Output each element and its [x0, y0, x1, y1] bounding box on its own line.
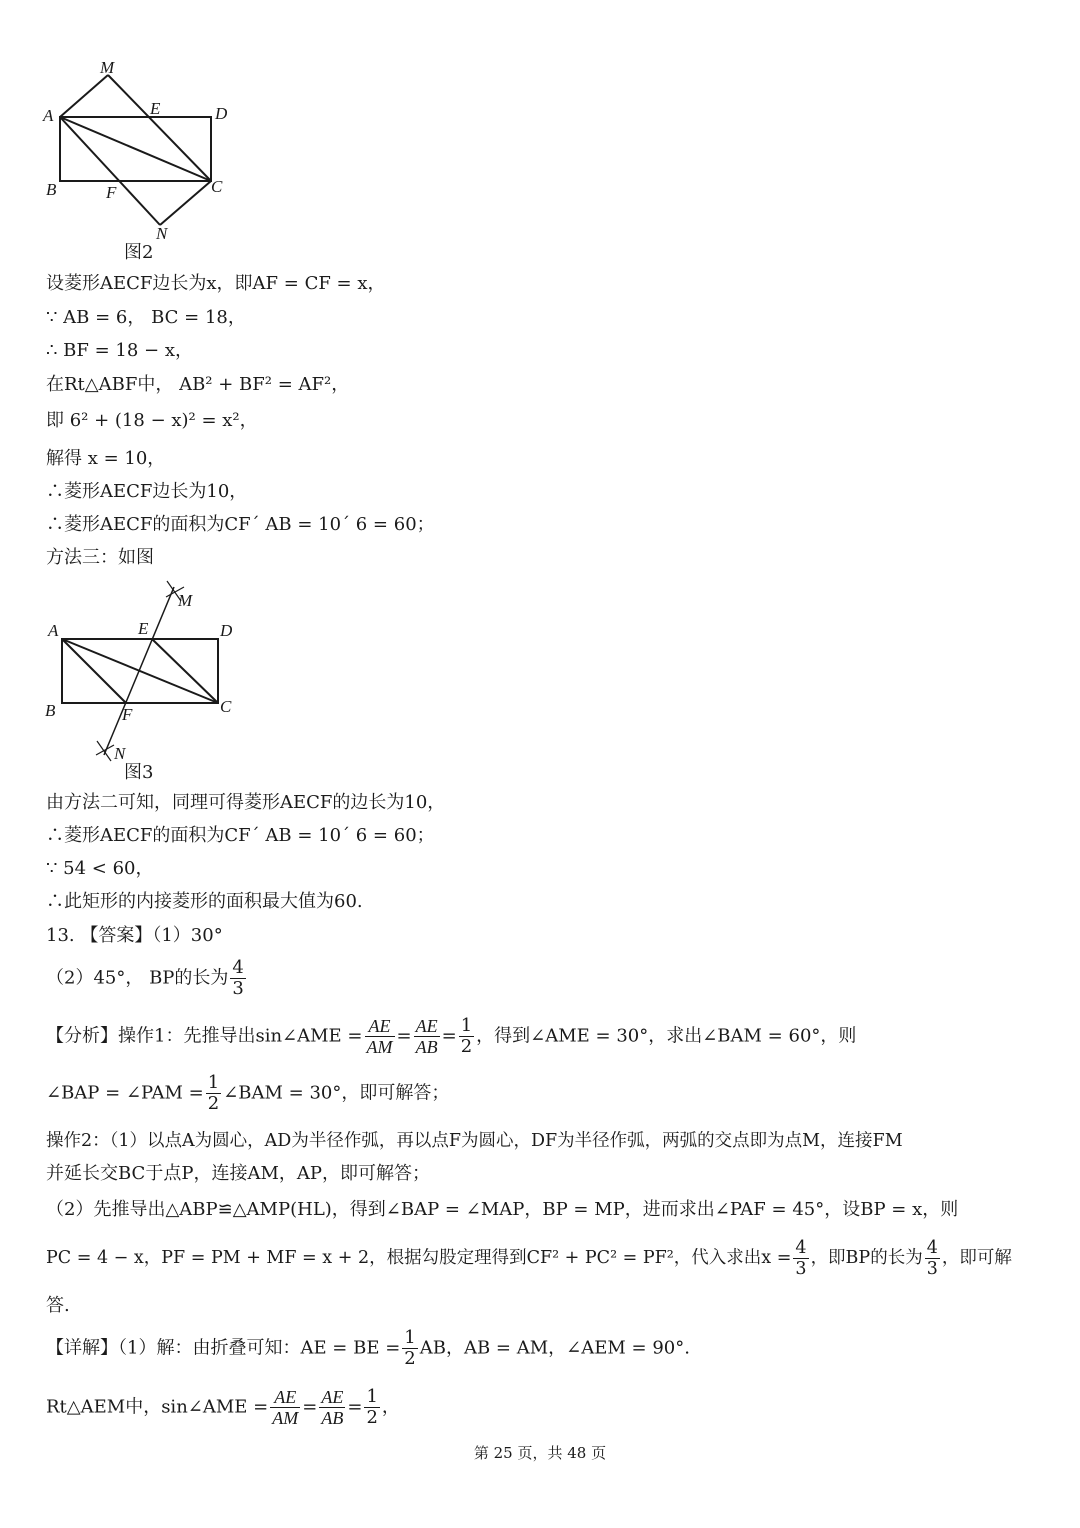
- figure-3-caption: 图3: [124, 762, 154, 783]
- detail-line-1: 【详解】（1）解：由折叠可知：AE = BE = $\frac{1}{2}$ AB，AB = AM，∠AEM = 90°.: [46, 1327, 690, 1369]
- label-d: D: [220, 621, 233, 640]
- segment-mc: [108, 75, 211, 181]
- page-footer: 第 25 页，共 48 页: [473, 1444, 607, 1462]
- fraction-4-3: $\frac{4}{3}$: [795, 1238, 807, 1279]
- segment-af: [62, 639, 126, 703]
- label-b: B: [45, 701, 56, 720]
- label-n: N: [114, 744, 126, 763]
- label-m: M: [178, 591, 193, 610]
- fraction-ae-am: $\frac{AE}{AM}$: [272, 1387, 299, 1428]
- text-line-4: 在Rt△ABF中， AB² + BF² = AF²，: [46, 374, 350, 395]
- label-c: C: [220, 697, 232, 716]
- detail-line-2: Rt△AEM中，sin∠AME = $\frac{AE}{AM}$ = $\frac{AE}{AB}$ = $\frac{1}{2}$ ，: [46, 1386, 400, 1428]
- analysis-line-6: PC = 4 − x，PF = PM + MF = x + 2，根据勾股定理得到CF² + PC² = PF²，代入求出x = $\frac{4}{3}$ ，即BP的长为 $\frac{4}{3}$ ，即可解: [46, 1238, 1012, 1279]
- fraction-1-2: $\frac{1}{2}$: [366, 1386, 378, 1428]
- label-a: A: [48, 621, 59, 640]
- fraction-4-3: $\frac{4}{3}$: [232, 957, 244, 999]
- text-line-8: ∴菱形AECF的面积为CF´ AB = 10´ 6 = 60；: [46, 514, 435, 535]
- text-line-6: 解得 x = 10，: [46, 448, 166, 469]
- text-line-1: 设菱形AECF边长为x，即AF = CF = x，: [46, 273, 386, 294]
- label-c: C: [211, 177, 223, 196]
- fraction-1-2: $\frac{1}{2}$: [207, 1072, 220, 1114]
- fraction-ae-ab: $\frac{AE}{AB}$: [321, 1387, 344, 1428]
- fraction-4-3: $\frac{4}{3}$: [926, 1238, 938, 1279]
- answer-line: 13. 【答案】（1）30°: [46, 925, 223, 946]
- segment-ec: [152, 639, 218, 703]
- label-n: N: [156, 224, 168, 243]
- text-line-12: ∵ 54 < 60，: [46, 858, 154, 879]
- label-d: D: [215, 104, 228, 123]
- answer-2-text: （2）45°， BP的长为: [46, 967, 229, 989]
- label-e: E: [138, 619, 149, 638]
- figure-2-caption: 图2: [124, 242, 154, 263]
- text-line-3: ∴ BF = 18 − x，: [46, 340, 193, 361]
- fraction-ae-ab: $\frac{AE}{AB}$: [415, 1016, 438, 1057]
- fraction-ae-am: $\frac{AE}{AM}$: [366, 1016, 393, 1057]
- text-line-5: 即 6² + (18 − x)² = x²，: [46, 410, 258, 431]
- text-line-2: ∵ AB = 6， BC = 18，: [46, 307, 246, 328]
- label-f: F: [106, 183, 117, 202]
- answer-line-2: [46, 958, 248, 999]
- analysis-line-2: ∠BAP = ∠PAM = $\frac{1}{2}$ ∠BAM = 30°，即可解答；: [46, 1072, 450, 1114]
- text-line-11: ∴菱形AECF的面积为CF´ AB = 10´ 6 = 60；: [46, 825, 435, 846]
- label-m: M: [100, 58, 115, 77]
- fraction-1-2: $\frac{1}{2}$: [460, 1015, 473, 1057]
- segment-nc: [160, 181, 211, 225]
- perpendicular-bisector-mn: [104, 587, 174, 755]
- label-b: B: [46, 180, 57, 199]
- analysis-line-1: 【分析】操作1：先推导出sin∠AME = $\frac{AE}{AM}$ = $\frac{AE}{AB}$ = $\frac{1}{2}$ ，得到∠AME = 30°，求出∠BAM = 60°，则: [46, 1015, 857, 1057]
- analysis-line-7: 答.: [46, 1295, 70, 1316]
- analysis-line-4: 并延长交BC于点P，连接AM，AP，即可解答；: [46, 1163, 430, 1184]
- analysis-line-3: 操作2：（1）以点A为圆心，AD为半径作弧，再以点F为圆心，DF为半径作弧，两弧的交点即为点M，连接FM: [46, 1131, 903, 1151]
- figure-3-diagram: [40, 575, 260, 775]
- fraction-1-2: $\frac{1}{2}$: [404, 1327, 416, 1369]
- label-e: E: [150, 99, 161, 118]
- text-line-7: ∴菱形AECF边长为10，: [46, 481, 248, 502]
- analysis-line-5: （2）先推导出△ABP≌△AMP(HL)，得到∠BAP = ∠MAP，BP = MP，进而求出∠PAF = 45°，设BP = x，则: [46, 1199, 959, 1220]
- text-line-10: 由方法二可知，同理可得菱形AECF的边长为10，: [46, 792, 446, 813]
- figure-2-diagram: [40, 55, 260, 255]
- label-a: A: [43, 106, 54, 125]
- text-line-9: 方法三：如图: [46, 547, 154, 568]
- label-f: F: [122, 705, 133, 724]
- segment-am: [60, 75, 108, 117]
- text-line-13: ∴此矩形的内接菱形的面积最大值为60.: [46, 891, 363, 912]
- segment-an: [60, 117, 160, 225]
- diagonal-ac: [60, 117, 211, 181]
- diagonal-ac: [62, 639, 218, 703]
